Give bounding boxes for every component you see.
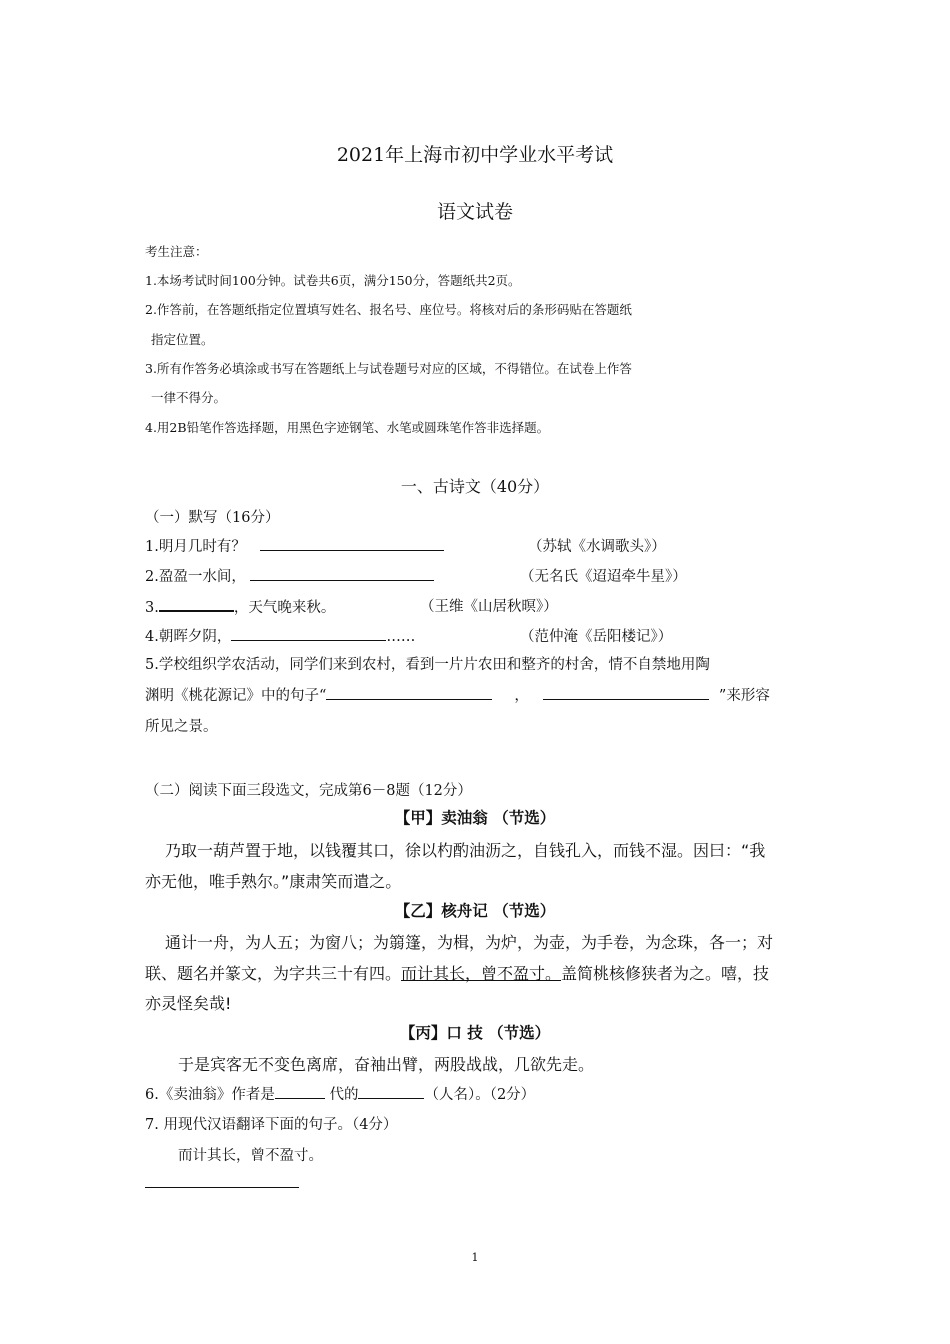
passage-text: 亦无他，唯手熟尔。”康肃笑而遣之。 (145, 872, 402, 891)
question-text: 渊明《桃花源记》中的句子“ (145, 688, 327, 704)
question-source: （范仲淹《岳阳楼记》） (520, 629, 673, 645)
question-text: ”来形容 (718, 688, 770, 704)
exam-title: 2021年上海市初中学业水平考试 (336, 144, 614, 166)
question-2 (145, 565, 434, 586)
question-7: 7. 用现代汉语翻译下面的句子。（4分） (145, 1117, 398, 1133)
question-number: 3. (145, 600, 159, 616)
passage-text: 乃取一葫芦置于地，以钱覆其口，徐以杓酌油沥之，自钱孔入，而钱不湿。因曰：“我 (165, 841, 766, 860)
footnote-divider (145, 1187, 299, 1188)
answer-blank[interactable] (159, 595, 234, 612)
answer-blank[interactable] (275, 1083, 325, 1099)
question-source: （苏轼《水调歌头》） (528, 539, 666, 555)
passage-heading: 【乙】核舟记 （节选） (394, 902, 556, 920)
passage-heading: 【丙】口 技 （节选） (399, 1024, 551, 1042)
answer-blank[interactable] (250, 565, 434, 581)
question-3 (145, 595, 335, 617)
page-number: 1 (471, 1251, 479, 1264)
question-text: 1.明月几时有？ (145, 539, 246, 555)
answer-blank[interactable] (358, 1083, 424, 1099)
question-text-line (145, 681, 807, 712)
notice-item: 1.本场考试时间100分钟。试卷共6页，满分150分，答题纸共2页。 (145, 273, 521, 288)
notice-item: 4.用2B铅笔作答选择题，用黑色字迹钢笔、水笔或圆珠笔作答非选择题。 (145, 420, 550, 435)
ellipsis: …… (386, 629, 416, 645)
comma: ， (514, 688, 529, 704)
part-title: （二）阅读下面三段选文，完成第6－8题（12分） (145, 783, 472, 799)
question-source: （王维《山居秋暝》） (420, 599, 558, 615)
question-text: ，天气晚来秋。 (233, 600, 336, 616)
answer-blank[interactable] (326, 684, 492, 700)
question-text: 4.朝晖夕阴， (145, 629, 232, 645)
notice-heading: 考生注意： (145, 244, 208, 259)
question-1 (145, 535, 444, 556)
question-text: 5.学校组织学农活动，同学们来到农村，看到一片片农田和整齐的村舍，情不自禁地用陶 (145, 657, 710, 673)
passage-text: 于是宾客无不变色离席，奋袖出臂，两股战战，几欲先走。 (178, 1055, 595, 1074)
passage-text: 通计一舟，为人五；为窗八；为篛篷，为楫，为炉，为壶，为手卷，为念珠，各一；对 (165, 933, 774, 952)
question-4 (145, 625, 415, 646)
exam-subtitle: 语文试卷 (436, 201, 513, 223)
passage-heading: 【甲】卖油翁 （节选） (394, 809, 556, 827)
notice-item: 2.作答前，在答题纸指定位置填写姓名、报名号、座位号。将核对后的条形码贴在答题纸 (145, 302, 632, 317)
passage-text: 亦灵怪矣哉! (145, 994, 232, 1013)
question-text: 所见之景。 (145, 719, 218, 735)
answer-blank[interactable] (543, 684, 709, 700)
notice-item: 一律不得分。 (151, 390, 227, 405)
section-title: 一、古诗文（40分） (400, 477, 550, 496)
answer-blank[interactable] (231, 625, 386, 641)
question-text: 代的 (324, 1087, 359, 1103)
question-7-sentence: 而计其长，曾不盈寸。 (178, 1148, 323, 1164)
question-source: （无名氏《迢迢牵牛星》） (520, 569, 687, 585)
question-5 (145, 650, 807, 743)
passage-text: 联、题名并篆文，为字共三十有四。 (145, 964, 402, 983)
answer-blank[interactable] (260, 535, 444, 551)
question-6 (145, 1083, 535, 1104)
part-title: （一）默写（16分） (145, 510, 280, 526)
question-text: 2.盈盈一水间， (145, 569, 246, 585)
passage-text: 盖简桃核修狭者为之。嘻，技 (561, 964, 770, 983)
notice-item: 3.所有作答务必填涂或书写在答题纸上与试卷题号对应的区域，不得错位。在试卷上作答 (145, 361, 632, 376)
passage-text-line (145, 961, 769, 984)
notice-item: 指定位置。 (151, 332, 214, 347)
question-text: （人名）。（2分） (424, 1087, 536, 1103)
underlined-sentence: 而计其长，曾不盈寸。 (401, 964, 562, 983)
question-text: 6.《卖油翁》作者是 (145, 1087, 275, 1103)
